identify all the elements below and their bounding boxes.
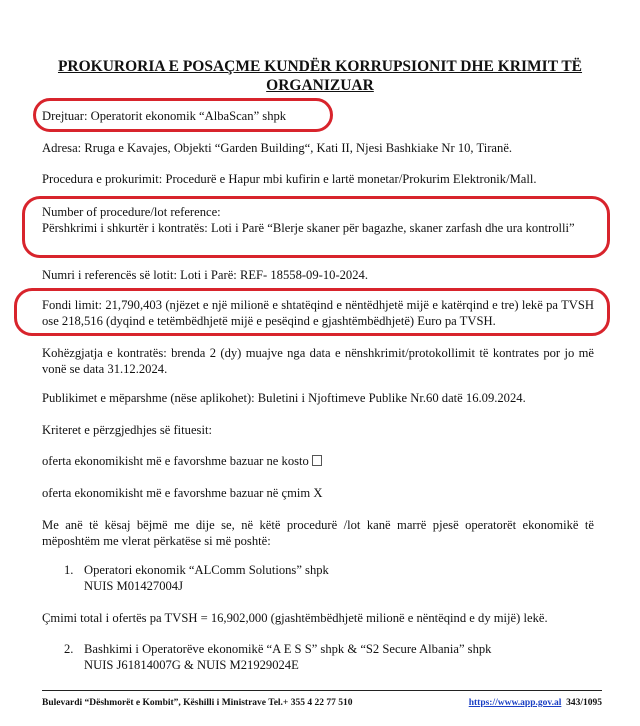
operator-nuis: NUIS M01427004J bbox=[84, 579, 184, 593]
page-number: 343/1095 bbox=[566, 698, 602, 708]
drejtuar-text: Drejtuar: Operatorit ekonomik “AlbaScan” shpk bbox=[42, 109, 287, 123]
operator-name: Operatori ekonomik “ALComm Solutions” shpk bbox=[84, 563, 329, 577]
operator-nuis: NUIS J61814007G & NUIS M21929024E bbox=[84, 658, 299, 672]
footer-right bbox=[469, 697, 602, 709]
pershkrimi-text: Përshkrimi i shkurtër i kontratës: Loti i Parë “Blerje skaner për bagazhe, skaner zarfash dhe ura kontrolli” bbox=[42, 221, 575, 235]
operator-number: 2. bbox=[64, 642, 74, 656]
footer-url-link[interactable]: https://www.app.gov.al bbox=[468, 698, 562, 708]
publikimi-text: Publikimet e mëparshme (nëse aplikohet): Buletini i Njoftimeve Publike Nr.60 datë 16.09.2024. bbox=[42, 391, 526, 405]
adresa-text: Adresa: Rruga e Kavajes, Objekti “Garden Building“, Kati II, Njesi Bashkiake Nr 10, Tiranë. bbox=[42, 141, 513, 155]
procedura-text: Procedura e prokurimit: Procedurë e Hapur mbi kufirin e lartë monetar/Prokurim Elektronik/Mall. bbox=[42, 172, 537, 186]
operator-name: Bashkimi i Operatorëve ekonomikë “A E S S” shpk & “S2 Secure Albania” shpk bbox=[84, 642, 492, 656]
oferta-cmim-text: oferta ekonomikisht më e favorshme bazuar në çmim X bbox=[42, 486, 323, 500]
number-ref-text: Number of procedure/lot reference: bbox=[42, 205, 221, 219]
footer-address: Bulevardi “Dëshmorët e Kombit”, Këshilli i Ministrave Tel.+ 355 4 22 77 510 bbox=[42, 698, 353, 708]
kohezgjatja-text: Kohëzgjatja e kontratës: brenda 2 (dy) muajve nga data e nënshkrimit/protokollimit të kontrates por jo më vonë se data 31.12.2024. bbox=[42, 346, 594, 376]
fondi-text: Fondi limit: 21,790,403 (njëzet e një milionë e shtatëqind e nëntëdhjetë mijë e katërqind e tre) lekë pa TVSH ose 218,516 (dyqind e tetëmbëdhjetë mijë e pesëqind e gjashtëmbëdhjetë) Euro pa TVSH. bbox=[42, 298, 594, 328]
kriteret-text: Kriteret e përzgjedhjes së fituesit: bbox=[42, 423, 212, 437]
me-ane-text: Me anë të kësaj bëjmë me dije se, në këtë procedurë /lot kanë marrë pjesë operatorët ekonomikë të mëposhtëm me vlerat përkatëse si më poshtë: bbox=[42, 518, 594, 548]
checkbox-icon bbox=[312, 455, 322, 466]
numri-ref-text: Numri i referencës së lotit: Loti i Parë: REF- 18558-09-10-2024. bbox=[42, 268, 368, 282]
oferta-kosto-text: oferta ekonomikisht më e favorshme bazuar ne kosto bbox=[42, 453, 594, 469]
operator-number: 1. bbox=[64, 563, 74, 577]
footer-divider bbox=[42, 690, 602, 691]
cmimi-total-text: Çmimi total i ofertës pa TVSH = 16,902,000 (gjashtëmbëdhjetë milionë e nëntëqind e dy mijë) lekë. bbox=[42, 611, 548, 625]
page-title: PROKURORIA E POSAÇME KUNDËR KORRUPSIONIT DHE KRIMIT TË ORGANIZUAR bbox=[57, 58, 583, 94]
